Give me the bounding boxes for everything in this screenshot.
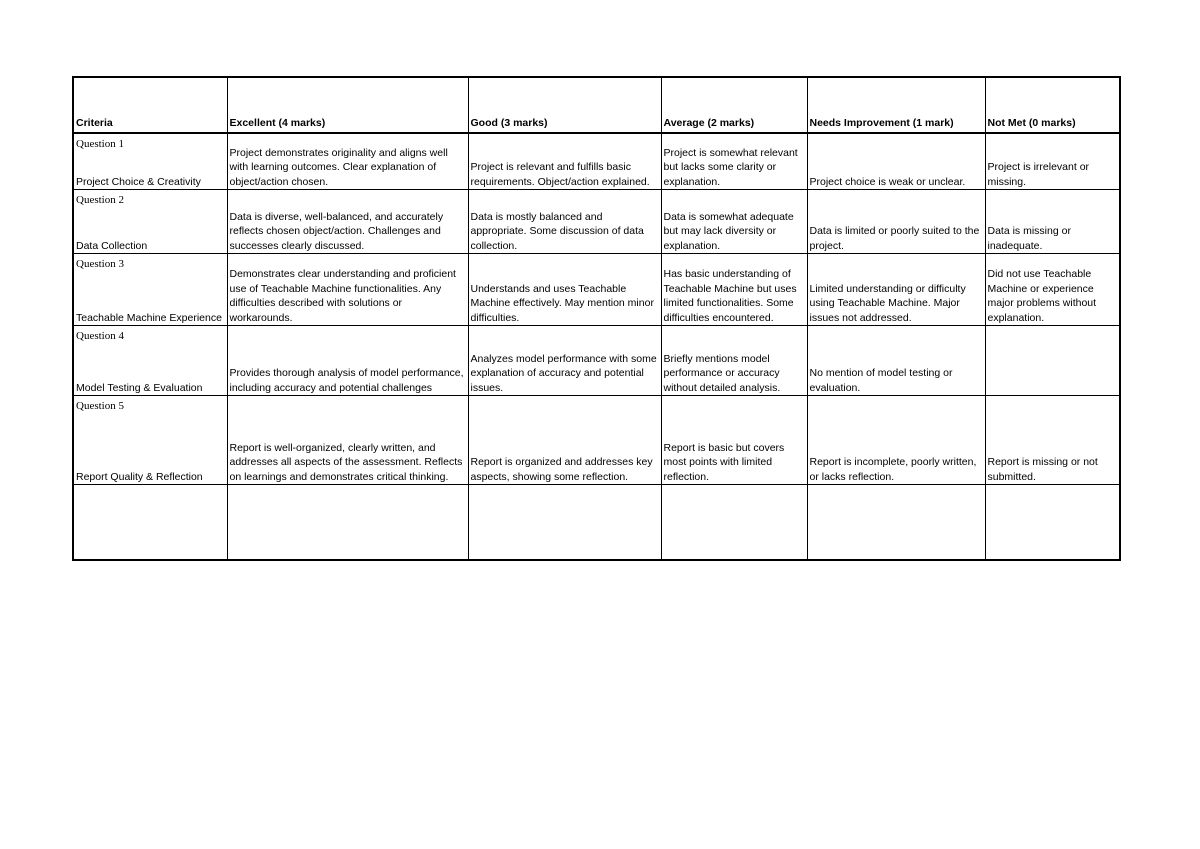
average-cell: Briefly mentions model performance or accuracy without detailed analysis. xyxy=(661,326,807,396)
criteria-cell xyxy=(73,190,227,254)
excellent-cell: Project demonstrates originality and aligns well with learning outcomes. Clear explanation of object/action chosen. xyxy=(227,133,468,190)
criteria-cell xyxy=(73,133,227,190)
needs-improvement-cell: Report is incomplete, poorly written, or lacks reflection. xyxy=(807,396,985,485)
question-label: Question 5 xyxy=(76,400,124,412)
good-cell: Data is mostly balanced and appropriate. Some discussion of data collection. xyxy=(468,190,661,254)
not-met-cell: Report is missing or not submitted. xyxy=(985,396,1120,485)
header-good: Good (3 marks) xyxy=(468,77,661,133)
empty-cell xyxy=(807,485,985,561)
rubric-table xyxy=(72,76,1121,561)
table-row xyxy=(73,190,1120,254)
empty-cell xyxy=(73,485,227,561)
good-cell: Analyzes model performance with some explanation of accuracy and potential issues. xyxy=(468,326,661,396)
criteria-cell xyxy=(73,254,227,326)
excellent-cell: Data is diverse, well-balanced, and accurately reflects chosen object/action. Challenges and successes clearly discussed. xyxy=(227,190,468,254)
question-label: Question 1 xyxy=(76,138,124,150)
criterion-name: Model Testing & Evaluation xyxy=(76,381,203,394)
not-met-cell: Data is missing or inadequate. xyxy=(985,190,1120,254)
question-label: Question 2 xyxy=(76,194,124,206)
not-met-cell: Project is irrelevant or missing. xyxy=(985,133,1120,190)
needs-improvement-cell: Data is limited or poorly suited to the project. xyxy=(807,190,985,254)
header-not-met: Not Met (0 marks) xyxy=(985,77,1120,133)
excellent-cell: Demonstrates clear understanding and proficient use of Teachable Machine functionalities. Any difficulties described with solutions or workarounds. xyxy=(227,254,468,326)
header-needs-improvement: Needs Improvement (1 mark) xyxy=(807,77,985,133)
excellent-cell: Report is well-organized, clearly written, and addresses all aspects of the assessment. Reflects on learnings and demonstrates critical thinking. xyxy=(227,396,468,485)
table-row xyxy=(73,133,1120,190)
header-average: Average (2 marks) xyxy=(661,77,807,133)
average-cell: Has basic understanding of Teachable Machine but uses limited functionalities. Some difficulties encountered. xyxy=(661,254,807,326)
header-row xyxy=(73,77,1120,133)
good-cell: Report is organized and addresses key aspects, showing some reflection. xyxy=(468,396,661,485)
criterion-name: Project Choice & Creativity xyxy=(76,175,201,188)
table-row xyxy=(73,254,1120,326)
needs-improvement-cell: No mention of model testing or evaluation. xyxy=(807,326,985,396)
average-cell: Data is somewhat adequate but may lack diversity or explanation. xyxy=(661,190,807,254)
good-cell: Understands and uses Teachable Machine effectively. May mention minor difficulties. xyxy=(468,254,661,326)
table-row xyxy=(73,326,1120,396)
header-criteria: Criteria xyxy=(73,77,227,133)
empty-row xyxy=(73,485,1120,561)
criterion-name: Data Collection xyxy=(76,239,148,252)
not-met-cell xyxy=(985,326,1120,396)
average-cell: Report is basic but covers most points with limited reflection. xyxy=(661,396,807,485)
header-excellent: Excellent (4 marks) xyxy=(227,77,468,133)
empty-cell xyxy=(661,485,807,561)
table-row xyxy=(73,396,1120,485)
needs-improvement-cell: Limited understanding or difficulty using Teachable Machine. Major issues not addressed. xyxy=(807,254,985,326)
empty-cell xyxy=(468,485,661,561)
criterion-name: Teachable Machine Experience xyxy=(76,311,222,324)
good-cell: Project is relevant and fulfills basic requirements. Object/action explained. xyxy=(468,133,661,190)
criteria-cell xyxy=(73,326,227,396)
empty-cell xyxy=(227,485,468,561)
criteria-cell xyxy=(73,396,227,485)
excellent-cell: Provides thorough analysis of model performance, including accuracy and potential challenges xyxy=(227,326,468,396)
not-met-cell: Did not use Teachable Machine or experience major problems without explanation. xyxy=(985,254,1120,326)
empty-cell xyxy=(985,485,1120,561)
question-label: Question 4 xyxy=(76,330,124,342)
needs-improvement-cell: Project choice is weak or unclear. xyxy=(807,133,985,190)
question-label: Question 3 xyxy=(76,258,124,270)
criterion-name: Report Quality & Reflection xyxy=(76,470,203,483)
average-cell: Project is somewhat relevant but lacks some clarity or explanation. xyxy=(661,133,807,190)
